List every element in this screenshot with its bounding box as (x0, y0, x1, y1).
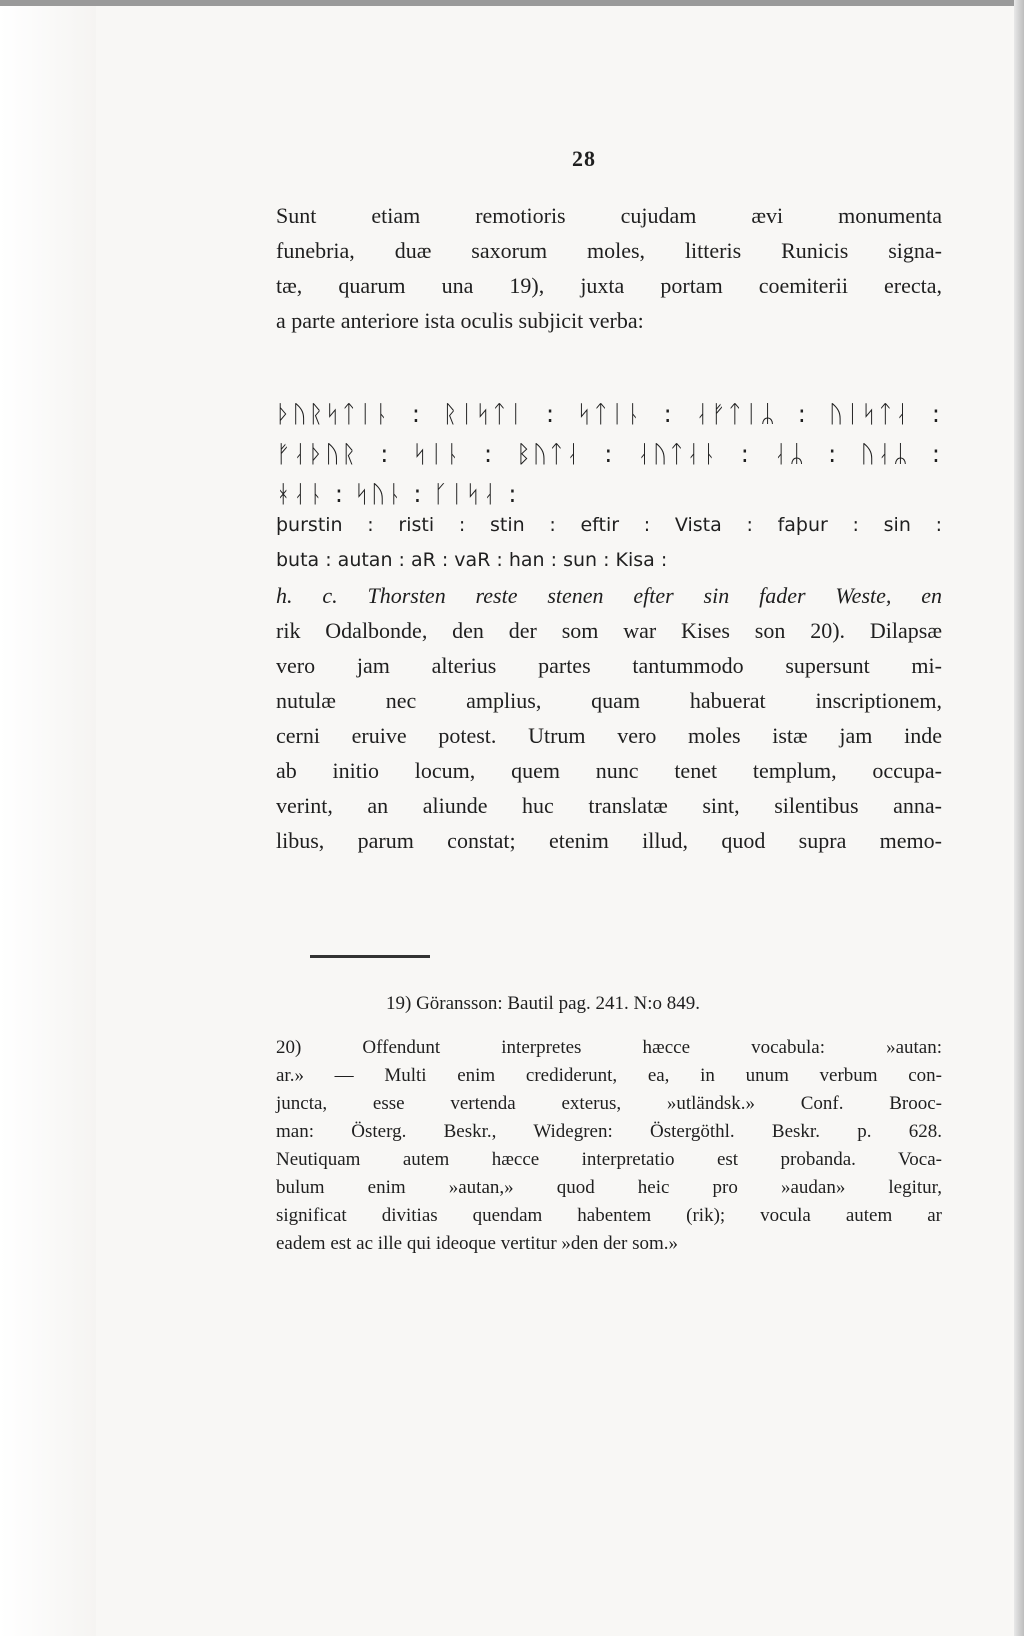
text-line: cerni eruive potest. Utrum vero moles istæ jam inde (276, 723, 942, 748)
text-line: Sunt etiam remotioris cujudam ævi monumenta (276, 203, 942, 228)
rune-line: ᚦᚢᚱᛋᛏᛁᚿ : ᚱᛁᛋᛏᛁ : ᛋᛏᛁᚿ : ᛆᚠᛏᛁᛦ : ᚢᛁᛋᛏᛆ : (276, 400, 942, 428)
footnote-line: ar.» — Multi enim crediderunt, ea, in unum verbum con- (276, 1065, 942, 1086)
text-line: ab initio locum, quem nunc tenet templum, occupa- (276, 758, 942, 783)
footnote-line: bulum enim »autan,» quod heic pro »audan» legitur, (276, 1177, 942, 1198)
transliteration (276, 508, 942, 578)
footnote-line: Neutiquam autem hæcce interpretatio est probanda. Voca- (276, 1149, 942, 1170)
text-line: libus, parum constat; etenim illud, quod supra memo- (276, 828, 942, 853)
translation-paragraph (276, 578, 942, 858)
text-line: a parte anteriore ista oculis subjicit verba: (276, 308, 644, 333)
text-line: funebria, duæ saxorum moles, litteris Runicis signa- (276, 238, 942, 263)
footnote-20 (276, 1034, 942, 1258)
text-line: h. c. Thorsten reste stenen efter sin fader Weste, en (276, 583, 942, 608)
footnote-line: 20) Offendunt interpretes hæcce vocabula: »autan: (276, 1037, 942, 1058)
rune-line: ᚼᛆᚿ : ᛋᚢᚿ : ᚴᛁᛋᛆ : (276, 480, 519, 508)
text-line: vero jam alterius partes tantummodo supersunt mi- (276, 653, 942, 678)
runic-inscription (276, 394, 942, 514)
translit-line: buta : autan : aR : vaR : han : sun : Kisa : (276, 549, 668, 571)
footnote-line: 19) Göransson: Bautil pag. 241. N:o 849. (386, 993, 701, 1014)
footnote-line: significat divitias quendam habentem (rik); vocula autem ar (276, 1205, 942, 1226)
text-line: verint, an aliunde huc translatæ sint, silentibus anna- (276, 793, 942, 818)
footnote-19 (386, 990, 806, 1018)
scan-top-edge (0, 0, 1024, 6)
scan-left-margin (0, 0, 96, 1636)
footnote-divider (310, 955, 430, 958)
footnote-line: juncta, esse vertenda exterus, »utländsk.» Conf. Brooc- (276, 1093, 942, 1114)
text-line: rik Odalbonde, den der som war Kises son 20). Dilapsæ (276, 618, 942, 643)
footnote-line: man: Österg. Beskr., Widegren: Östergöthl. Beskr. p. 628. (276, 1121, 942, 1142)
text-line: nutulæ nec amplius, quam habuerat inscriptionem, (276, 688, 942, 713)
footnote-line: eadem est ac ille qui ideoque vertitur »den der som.» (276, 1233, 679, 1254)
page-number: 28 (572, 146, 596, 171)
scan-right-edge (1014, 0, 1024, 1636)
text-line: tæ, quarum una 19), juxta portam coemiterii erecta, (276, 273, 942, 298)
translit-line: þurstin : risti : stin : eftir : Vista : faþur : sin : (276, 514, 942, 536)
rune-line: ᚠᛆᚦᚢᚱ : ᛋᛁᚿ : ᛒᚢᛏᛆ : ᛆᚢᛏᛆᚿ : ᛆᛦ : ᚢᛆᛦ : (276, 440, 942, 468)
intro-paragraph (276, 198, 942, 338)
